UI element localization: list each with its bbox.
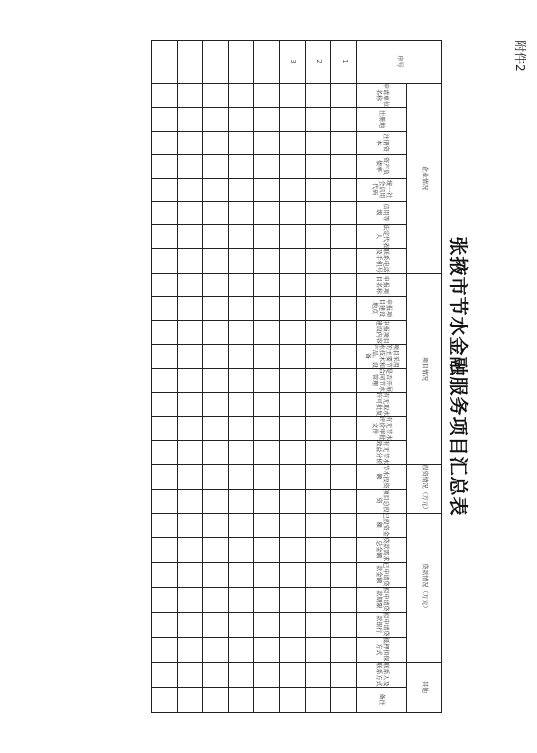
row-rule xyxy=(177,40,178,712)
column-header: 申请单位名称 xyxy=(375,82,389,107)
table-border-right xyxy=(151,712,442,713)
page-title: 张掖市节水金融服务项目汇总表 xyxy=(447,236,469,517)
column-header-seq: 序号 xyxy=(396,55,403,68)
column-header: 信用等级 xyxy=(375,203,389,222)
column-header: 已投资金额 xyxy=(375,512,389,537)
column-header: 已申请贷款金额 xyxy=(375,562,389,587)
column-header: 申报项目建设内容 xyxy=(375,319,389,344)
row-rule xyxy=(203,40,204,712)
column-header: 项目采用的主要节水技术和产品、设备 xyxy=(364,343,400,368)
group-header-project: 项目情况 xyxy=(421,356,428,381)
column-rule xyxy=(152,662,442,663)
row-rule xyxy=(305,40,306,712)
column-header: 拟申请贷款期限 xyxy=(375,587,389,612)
column-header: 联系人及联系方式 xyxy=(375,662,389,687)
row-rule xyxy=(280,40,281,712)
row-number: 1 xyxy=(340,59,349,64)
column-header: 统一社会信用代码 xyxy=(371,180,393,199)
column-header: 有无节水效益分析 xyxy=(375,440,389,465)
row-number: 3 xyxy=(289,59,298,64)
column-header: 联系电话及手机号 xyxy=(375,248,389,273)
column-rule xyxy=(152,273,442,274)
column-header: 有无节水评价审批文件 xyxy=(371,416,393,441)
group-header-enterprise: 企业情况 xyxy=(421,166,428,191)
column-header: 申报项目名称 xyxy=(375,275,389,294)
column-header: 法定代表人 xyxy=(375,224,389,249)
column-header: 拟申请贷款银行 xyxy=(375,612,389,637)
row-number: 2 xyxy=(315,59,324,64)
group-header-loan: 贷款情况（万元） xyxy=(421,563,428,612)
row-rule xyxy=(331,40,332,712)
column-rule xyxy=(152,464,442,465)
column-rule xyxy=(152,513,442,514)
column-header: 申报项目建设地点 xyxy=(371,299,393,318)
column-header: 项目总投资 xyxy=(375,488,389,513)
column-header: 注册资本 xyxy=(375,133,389,152)
group-header-other: 其他 xyxy=(421,680,428,693)
column-header: 抵押担保方式 xyxy=(375,637,389,662)
column-rule xyxy=(152,83,442,84)
attachment-label: 附件2 xyxy=(513,40,527,72)
column-header: 是否开展合同节水管理 xyxy=(371,368,393,393)
column-header: 节水投资额 xyxy=(375,464,389,489)
row-rule xyxy=(254,40,255,712)
column-header: 贷款需求总金额 xyxy=(375,537,389,562)
column-header: 资产负债率 xyxy=(375,156,389,175)
group-header-investment: 投资情况（万元） xyxy=(421,464,428,513)
column-header: 备注 xyxy=(378,693,386,706)
column-header: 有无取水许可批复 xyxy=(375,392,389,417)
column-header: 注册地 xyxy=(378,110,386,129)
row-rule xyxy=(228,40,229,712)
